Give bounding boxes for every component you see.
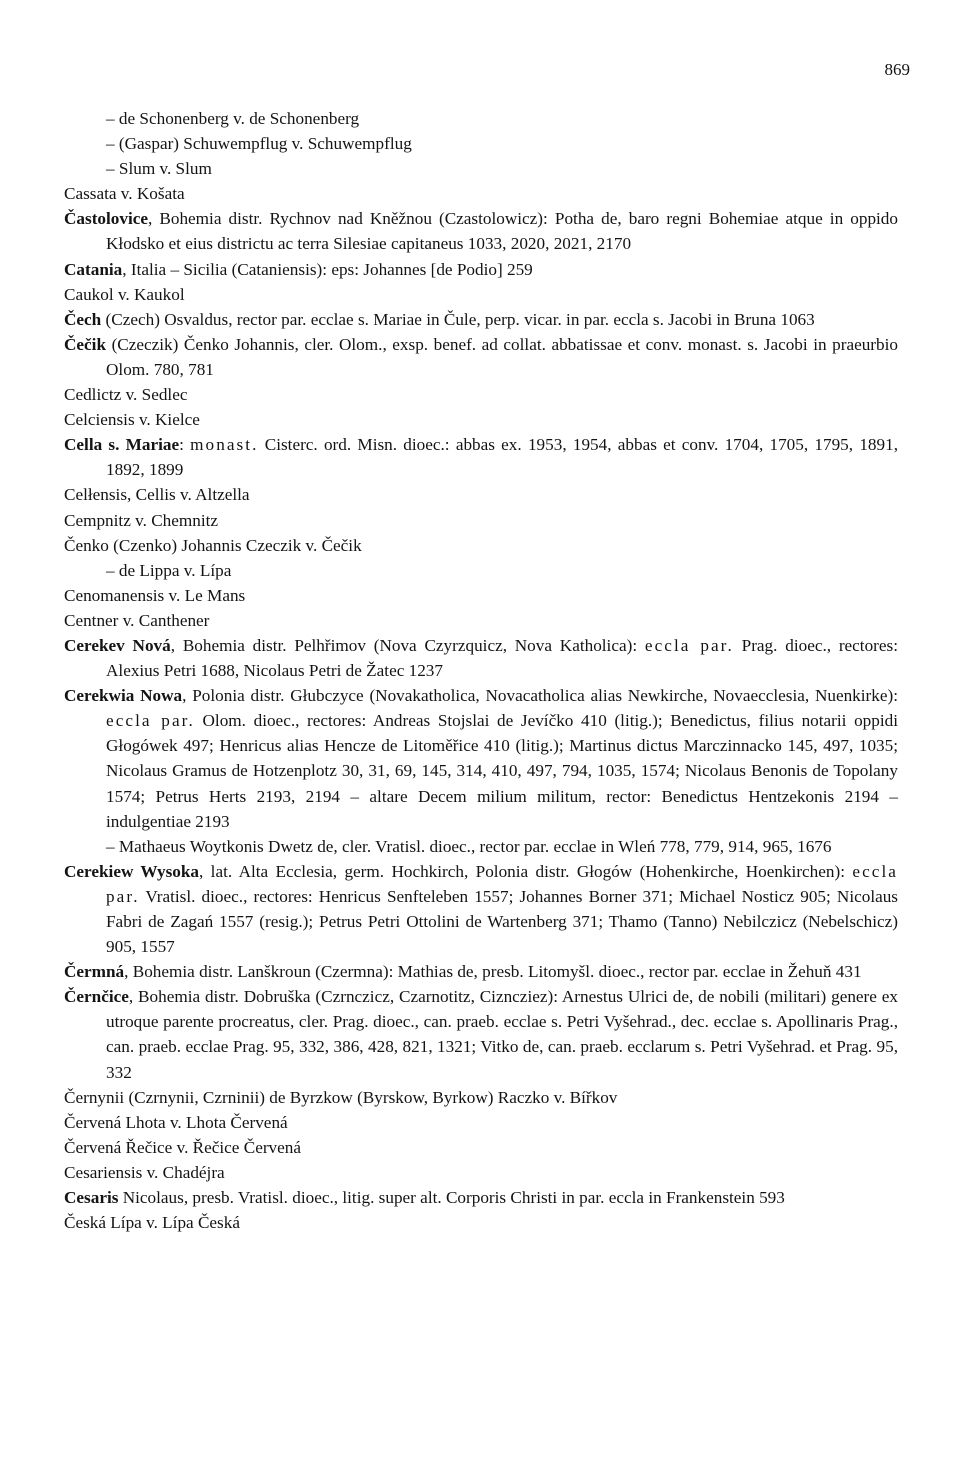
index-entry xyxy=(64,257,898,282)
entry-text: Čenko (Czenko) Johannis Czeczik v. Čečik xyxy=(64,535,362,555)
entry-text: Cassata v. Košata xyxy=(64,184,185,204)
entry-text: – de Lippa v. Lípa xyxy=(106,560,232,580)
index-subentry xyxy=(64,106,898,131)
entry-text: Cisterc. ord. Misn. dioec.: abbas ex. 1953, 1954, abbas et conv. 1704, 1705, 1795, 1891, 1892, 1899 xyxy=(106,435,898,480)
index-entry xyxy=(64,332,898,382)
index-entry xyxy=(64,959,898,984)
index-entry xyxy=(64,382,898,407)
entry-headword: Cerekiew Wysoka xyxy=(64,861,200,881)
index-subentry xyxy=(64,156,898,181)
entry-text: – (Gaspar) Schuwempflug v. Schuwempflug xyxy=(106,134,412,154)
entry-text: Červená Lhota v. Lhota Červená xyxy=(64,1112,288,1132)
entry-headword: Cella s. Mariae xyxy=(64,435,180,455)
entry-text: , Italia – Sicilia (Cataniensis): eps: Johannes [de Podio] 259 xyxy=(122,259,533,279)
index-entry xyxy=(64,1135,898,1160)
index-entry xyxy=(64,206,898,256)
index-entry xyxy=(64,407,898,432)
entry-text: Celłensis, Cellis v. Altzella xyxy=(64,485,250,505)
entry-headword: Catania xyxy=(64,259,123,279)
index-entry xyxy=(64,307,898,332)
entry-text: Celciensis v. Kielce xyxy=(64,410,200,430)
index-entry xyxy=(64,633,898,683)
index-entry xyxy=(64,984,898,1084)
index-entry xyxy=(64,1110,898,1135)
entry-text: Nicolaus, presb. Vratisl. dioec., litig. super alt. Corporis Christi in par. eccla in Frankenstein 593 xyxy=(118,1188,785,1208)
entry-text: Olom. dioec., rectores: Andreas Stojslai de Jevíčko 410 (litig.); Benedictus, filius notarii oppidi Głogówek 497; Henricus alias Hencze de Litoměřice 410 (litig.); Martinus dictus Marczinnacko 145, 497, 1035; Nicolaus Gramus de Hotzenplotz 30, 31, 69, 145, 314, 410, 497, 794, 1035, 1574; Nicolaus Benonis de Topolany 1574; Petrus Herts 2193, 2194 – altare Decem milium militum, rector: Benedictus Hentzekonis 2194 – indulgentiae 2193 xyxy=(106,711,899,831)
entry-text: Černynii (Czrnynii, Czrninii) de Byrzkow (Byrskow, Byrkow) Raczko v. Bířkov xyxy=(64,1087,618,1107)
entry-headword: Čermná xyxy=(64,962,125,982)
index-entry xyxy=(64,1085,898,1110)
index-entry xyxy=(64,482,898,507)
index-entries xyxy=(64,106,898,1235)
index-entry xyxy=(64,1210,898,1235)
entry-text: Prag. dioec., rectores: Alexius Petri 1688, Nicolaus Petri de Žatec 1237 xyxy=(106,635,898,681)
entry-text: – Mathaeus Woytkonis Dwetz de, cler. Vratisl. dioec., rector par. ecclae in Wleń 778, 779, 914, 965, 1676 xyxy=(106,836,832,856)
index-entry xyxy=(64,1160,898,1185)
entry-headword: Cerekev Nová xyxy=(64,635,171,655)
entry-headword: Čech xyxy=(64,309,102,329)
entry-text: : xyxy=(179,435,191,455)
entry-text: , Bohemia distr. Rychnov nad Kněžnou (Czastolowicz): Potha de, baro regni Bohemiae atque in oppido Kłodsko et eius districtu ac terra Silesiae capitaneus 1033, 2020, 2021, 2170 xyxy=(106,209,898,254)
index-entry xyxy=(64,608,898,633)
entry-text: (Czeczik) Čenko Johannis, cler. Olom., exsp. benef. ad collat. abbatissae et conv. monast. s. Jacobi in praeurbio Olom. 780, 781 xyxy=(106,334,898,379)
entry-text: , Bohemia distr. Lanškroun (Czermna): Mathias de, presb. Litomyšl. dioec., rector par. ecclae in Žehuň 431 xyxy=(124,962,862,982)
entry-text: Cesariensis v. Chadéjra xyxy=(64,1162,225,1182)
entry-text: , Polonia distr. Głubczyce (Novakatholica, Novacatholica alias Newkirche, Novaecclesia, Nuenkirke): xyxy=(182,686,898,706)
index-entry xyxy=(64,859,898,959)
entry-spaced-term: monast. xyxy=(190,435,259,455)
entry-text: , Bohemia distr. Pelhřimov (Nova Czyrzquicz, Nova Katholica): xyxy=(170,635,645,655)
entry-headword: Čečik xyxy=(64,334,107,354)
entry-spaced-term: eccla par. xyxy=(106,861,898,906)
index-entry xyxy=(64,432,898,482)
index-entry xyxy=(64,508,898,533)
entry-text: – Slum v. Slum xyxy=(106,159,212,179)
entry-text: – de Schonenberg v. de Schonenberg xyxy=(106,109,360,128)
index-entry xyxy=(64,683,898,834)
entry-text: , lat. Alta Ecclesia, germ. Hochkirch, Polonia distr. Głogów (Hohenkirche, Hoenkirchen): xyxy=(199,861,853,881)
entry-text: Cempnitz v. Chemnitz xyxy=(64,510,219,530)
entry-text: Vratisl. dioec., rectores: Henricus Senfteleben 1557; Johannes Borner 371; Michael Nosticz 905; Nicolaus Fabri de Zagań 1557 (resig.); Petrus Petri Ottolini de Wartenberg 371; Thamo (Tanno) Nebilczicz (Nebelschicz) 905, 1557 xyxy=(106,886,898,957)
index-entry xyxy=(64,1185,898,1210)
entry-headword: Častolovice xyxy=(64,209,149,229)
entry-spaced-term: eccla par. xyxy=(644,635,734,655)
index-entry xyxy=(64,181,898,206)
entry-text: , Bohemia distr. Dobruška (Czrnczicz, Czarnotitz, Cizncziez): Arnestus Ulrici de, de nobili (militari) genere ex utroque parente procreatus, cler. Prag. dioec., can. praeb. ecclae s. Petri Vyšehrad., dec. ecclae s. Apollinaris Prag., can. praeb. ecclae Prag. 95, 332, 386, 428, 821, 1321; Vitko de, can. praeb. ecclarum s. Petri Vyšehrad. et Prag. 95, 332 xyxy=(106,987,898,1082)
entry-text: Červená Řečice v. Řečice Červená xyxy=(64,1137,301,1157)
entry-text: Cedlictz v. Sedlec xyxy=(64,385,188,405)
entry-headword: Cerekwia Nowa xyxy=(64,686,183,706)
index-entry xyxy=(64,282,898,307)
entry-text: Cenomanensis v. Le Mans xyxy=(64,585,246,605)
entry-spaced-term: eccla par. xyxy=(106,711,195,731)
entry-headword: Černčice xyxy=(64,987,129,1007)
index-entry xyxy=(64,583,898,608)
index-subentry xyxy=(64,558,898,583)
index-subentry xyxy=(64,131,898,156)
entry-text: Caukol v. Kaukol xyxy=(64,284,185,304)
index-entry xyxy=(64,533,898,558)
entry-headword: Cesaris xyxy=(64,1188,119,1208)
page-number: 869 xyxy=(884,60,910,79)
entry-text: Centner v. Canthener xyxy=(64,610,210,630)
entry-text: (Czech) Osvaldus, rector par. ecclae s. Mariae in Čule, perp. vicar. in par. eccla s. Jacobi in Bruna 1063 xyxy=(101,309,815,329)
index-subentry xyxy=(64,834,898,859)
entry-text: Česká Lípa v. Lípa Česká xyxy=(64,1213,240,1233)
